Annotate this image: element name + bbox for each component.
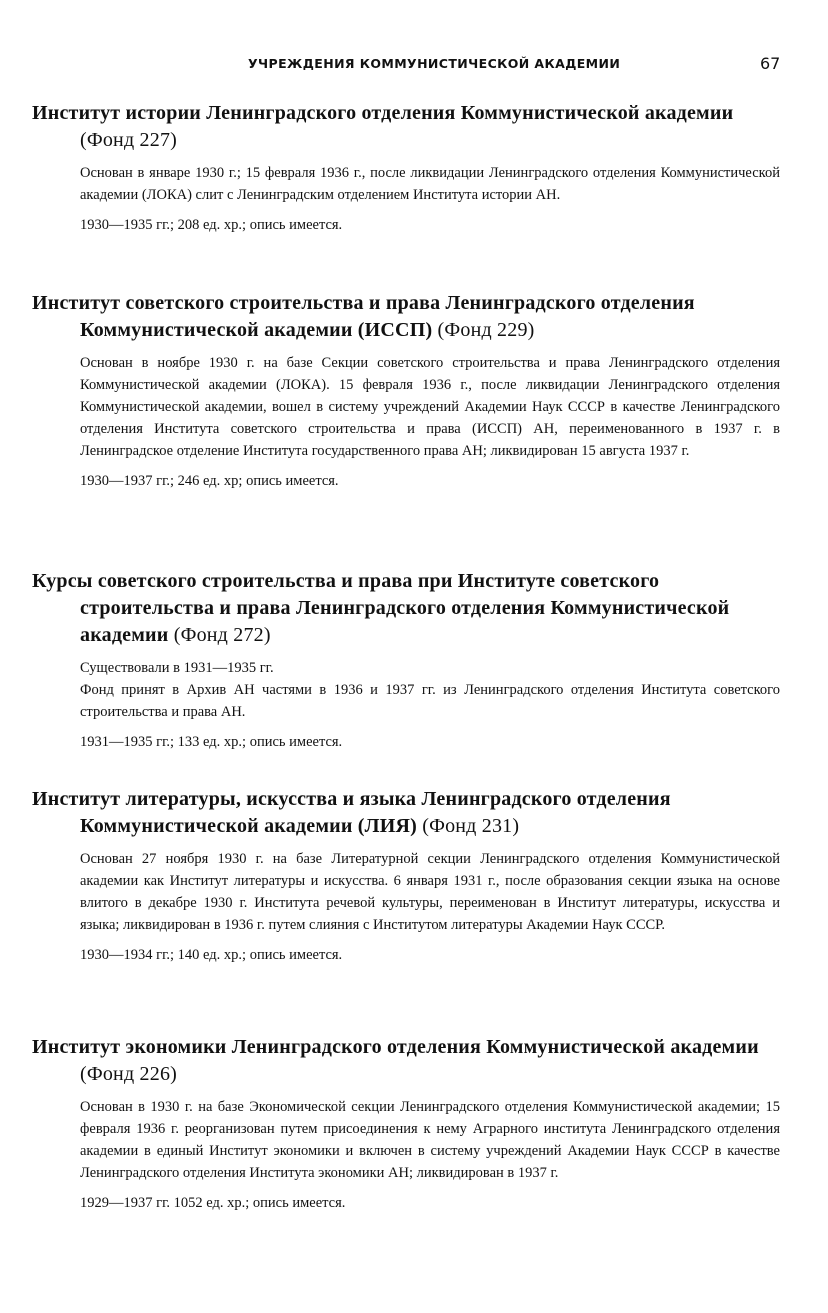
page-number: 67: [760, 54, 781, 73]
entry-title: [0, 786, 780, 840]
entry-holdings: 1930—1935 гг.; 208 ед. хр.; опись имеется.: [80, 217, 343, 233]
running-title: УЧРЕЖДЕНИЯ КОММУНИСТИЧЕСКОЙ АКАДЕМИИ: [248, 56, 621, 71]
fond-number: (Фонд 226): [80, 1063, 177, 1085]
entry-title-text: Институт советского строительства и права Ленинградского отделения Коммунистической академии (ИССП): [32, 292, 695, 341]
running-header: [0, 54, 828, 78]
entry-description: Основан 27 ноября 1930 г. на базе Литературной секции Ленинградского отделения Коммунистической академии как Институт литературы и искусства. 6 января 1931 г., после образования секции языка на основе влитого в декабре 1930 г. Института речевой культуры, переименован в Институт литературы, искусства и языка; ликвидирован в 1936 г. путем слияния с Институтом литературы Академии Наук СССР.: [80, 851, 780, 933]
entry-holdings: 1929—1937 гг. 1052 ед. хр.; опись имеется.: [80, 1195, 346, 1211]
entry-holdings: 1931—1935 гг.; 133 ед. хр.; опись имеется.: [80, 734, 343, 750]
fond-number: (Фонд 227): [80, 129, 177, 151]
entry-institute-history: [0, 100, 828, 236]
entry-holdings: 1930—1934 гг.; 140 ед. хр.; опись имеется.: [80, 947, 343, 963]
entry-institute-soviet-construction: [0, 290, 828, 492]
entry-title: [0, 568, 780, 649]
entry-title-text: Институт литературы, искусства и языка Ленинградского отделения Коммунистической академии (ЛИЯ): [32, 788, 671, 837]
entry-title: [0, 100, 780, 154]
entry-title-text: Институт экономики Ленинградского отделения Коммунистической академии: [32, 1036, 759, 1058]
entry-title-text: Курсы советского строительства и права при Институте советского строительства и права Ленинградского отделения Коммунистической академии: [32, 570, 730, 646]
fond-number: (Фонд 231): [422, 815, 520, 837]
entry-title-text: Институт истории Ленинградского отделения Коммунистической академии: [32, 102, 734, 124]
entry-title: [0, 1034, 780, 1088]
entry-description: Основан в январе 1930 г.; 15 февраля 1936 г., после ликвидации Ленинградского отделения Коммунистической академии (ЛОКА) слит с Ленинградским отделением Института истории АН.: [80, 165, 780, 203]
entry-description: Основан в ноябре 1930 г. на базе Секции советского строительства и права Ленинградского отделения Коммунистической академии (ЛОКА). 15 февраля 1936 г., после ликвидации Ленинградского отделения Коммунистической академии, вошел в систему учреждений Академии Наук СССР в качестве Ленинградского отделения Института советского строительства и права (ИССП) АН, переименованного в 1937 г. в Ленинградское отделение Института государственного права АН; ликвидирован 15 августа 1937 г.: [80, 355, 780, 459]
entry-institute-economics: [0, 1034, 828, 1214]
entry-description: Фонд принят в Архив АН частями в 1936 и 1937 гг. из Ленинградского отделения Института советского строительства и права АН.: [80, 682, 780, 720]
entry-courses-soviet-construction: [0, 568, 828, 753]
entry-institute-literature: [0, 786, 828, 966]
entry-description: Основан в 1930 г. на базе Экономической секции Ленинградского отделения Коммунистической академии; 15 февраля 1936 г. реорганизован путем присоединения к нему Аграрного института Ленинградского отделения академии в единый Институт экономики и включен в систему учреждений Академии Наук СССР в качестве Ленинградского отделения Института экономики АН; ликвидирован в 1937 г.: [80, 1099, 780, 1181]
fond-number: (Фонд 272): [173, 624, 271, 646]
entry-description: Существовали в 1931—1935 гг.: [80, 660, 274, 676]
fond-number: (Фонд 229): [437, 319, 535, 341]
entry-title: [0, 290, 780, 344]
entry-holdings: 1930—1937 гг.; 246 ед. хр; опись имеется.: [80, 473, 339, 489]
